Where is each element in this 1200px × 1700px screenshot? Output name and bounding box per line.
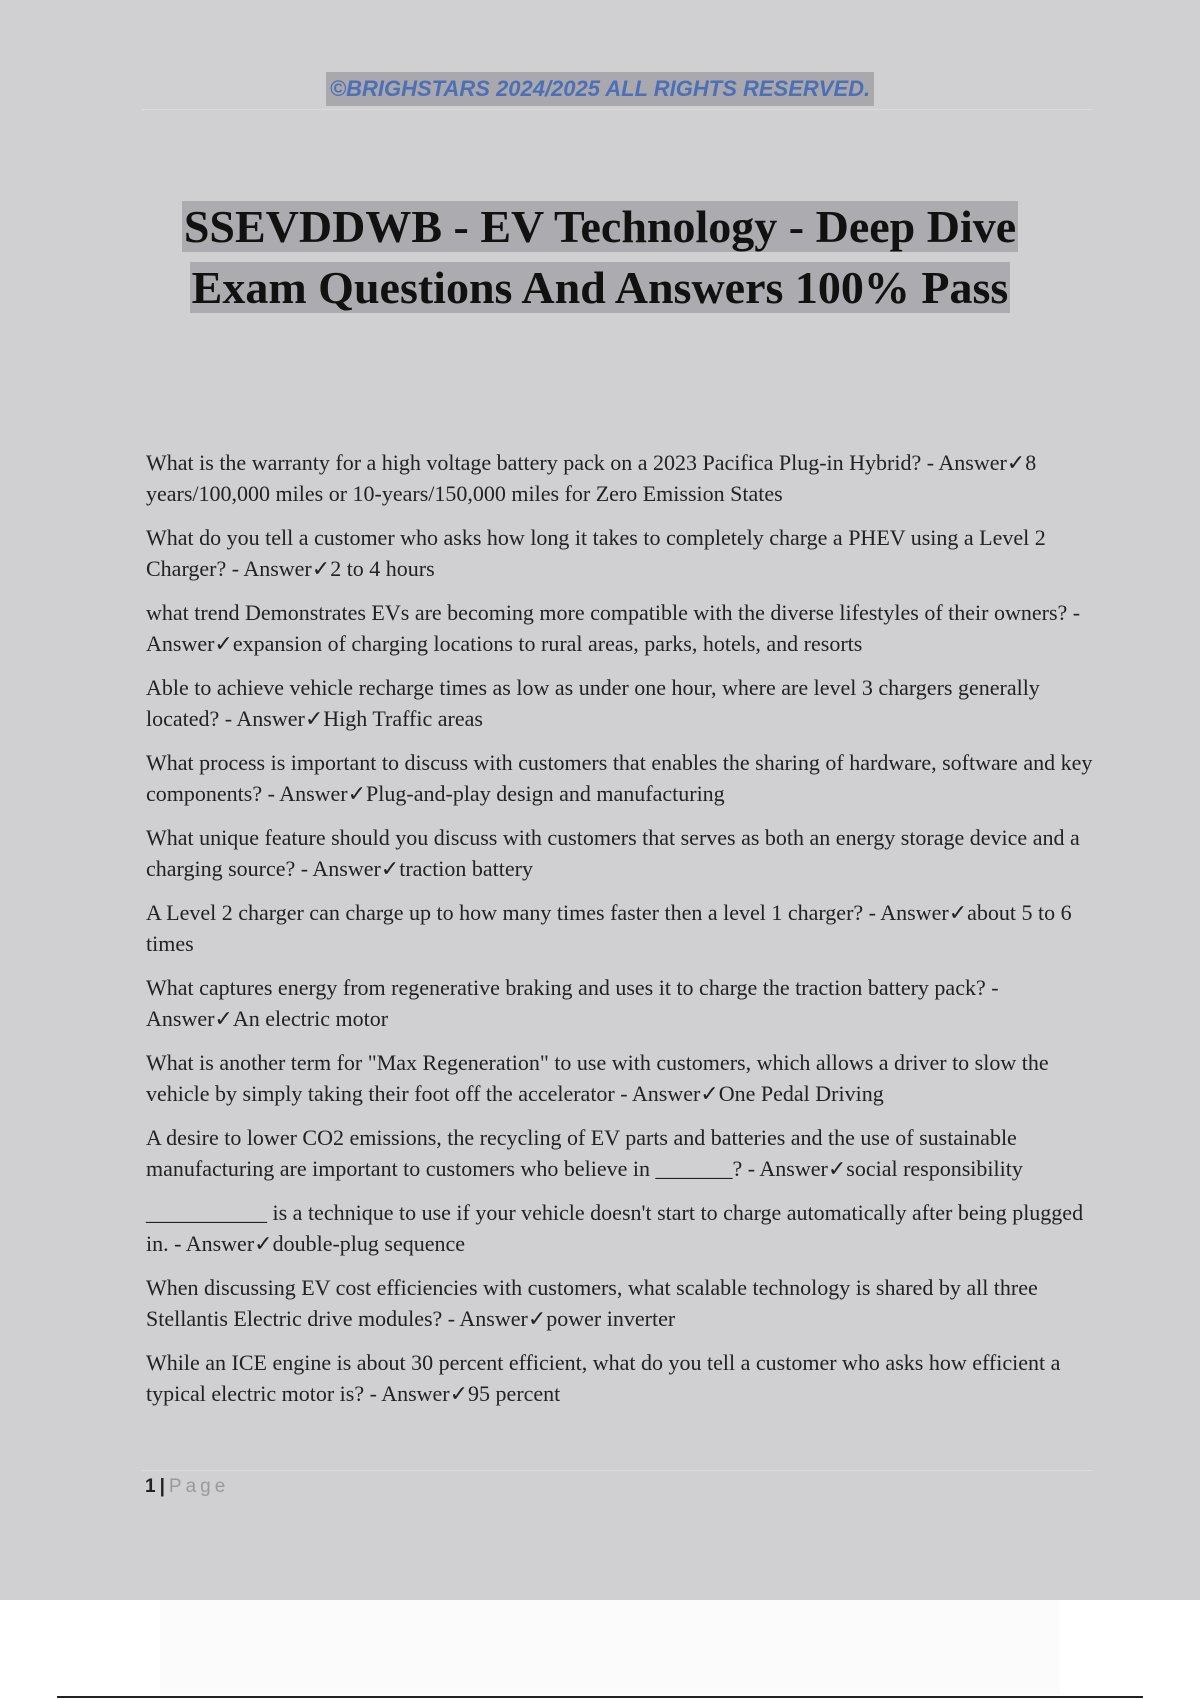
- qa-item: What unique feature should you discuss with customers that serves as both an energy storage device and a charging source? - Answer✓traction battery: [146, 825, 1080, 881]
- document-title: [0, 196, 1200, 318]
- qa-item: ___________ is a technique to use if your vehicle doesn't start to charge automatically after being plugged in. - Answer✓double-plug sequence: [146, 1200, 1084, 1256]
- copyright-notice: ©BRIGHSTARS 2024/2025 ALL RIGHTS RESERVED.: [326, 72, 874, 106]
- page-number-separator: |: [159, 1476, 165, 1497]
- title-line-1: SSEVDDWB - EV Technology - Deep Dive: [183, 201, 1017, 252]
- qa-item: What captures energy from regenerative braking and uses it to charge the traction battery pack? - Answer✓An electric motor: [146, 975, 999, 1031]
- qa-item: What process is important to discuss with customers that enables the sharing of hardware, software and key components? - Answer✓Plug-and-play design and manufacturing: [146, 750, 1093, 806]
- header-divider: [142, 109, 1092, 110]
- title-line-2: Exam Questions And Answers 100% Pass: [191, 262, 1009, 313]
- footer-divider: [142, 1470, 1092, 1471]
- qa-item: A desire to lower CO2 emissions, the recycling of EV parts and batteries and the use of sustainable manufacturing are important to customers who believe in _______? - Answer✓social responsibility: [146, 1125, 1023, 1181]
- qa-item: What is another term for "Max Regeneration" to use with customers, which allows a driver to slow the vehicle by simply taking their foot off the accelerator - Answer✓One Pedal Driving: [146, 1050, 1049, 1106]
- qa-item: What is the warranty for a high voltage battery pack on a 2023 Pacifica Plug-in Hybrid? - Answer✓8 years/100,000 miles or 10-years/150,000 miles for Zero Emission States: [146, 450, 1037, 506]
- page-number-value: 1: [145, 1476, 156, 1497]
- next-page-preview: [160, 1600, 1060, 1695]
- page-number: [145, 1475, 229, 1499]
- qa-item: While an ICE engine is about 30 percent efficient, what do you tell a customer who asks how efficient a typical electric motor is? - Answer✓95 percent: [146, 1350, 1061, 1406]
- qa-item: Able to achieve vehicle recharge times as low as under one hour, where are level 3 chargers generally located? - Answer✓High Traffic areas: [146, 675, 1040, 731]
- qa-item: When discussing EV cost efficiencies with customers, what scalable technology is shared by all three Stellantis Electric drive modules? - Answer✓power inverter: [146, 1275, 1038, 1331]
- qa-item: A Level 2 charger can charge up to how many times faster then a level 1 charger? - Answer✓about 5 to 6 times: [146, 900, 1072, 956]
- page-header: [0, 72, 1200, 106]
- page-label: Page: [168, 1476, 230, 1497]
- qa-list: [146, 447, 1094, 1422]
- qa-item: What do you tell a customer who asks how long it takes to completely charge a PHEV using a Level 2 Charger? - Answer✓2 to 4 hours: [146, 525, 1046, 581]
- next-page-rule: [57, 1696, 1143, 1698]
- qa-item: what trend Demonstrates EVs are becoming more compatible with the diverse lifestyles of their owners? - Answer✓expansion of charging locations to rural areas, parks, hotels, and resorts: [146, 600, 1081, 656]
